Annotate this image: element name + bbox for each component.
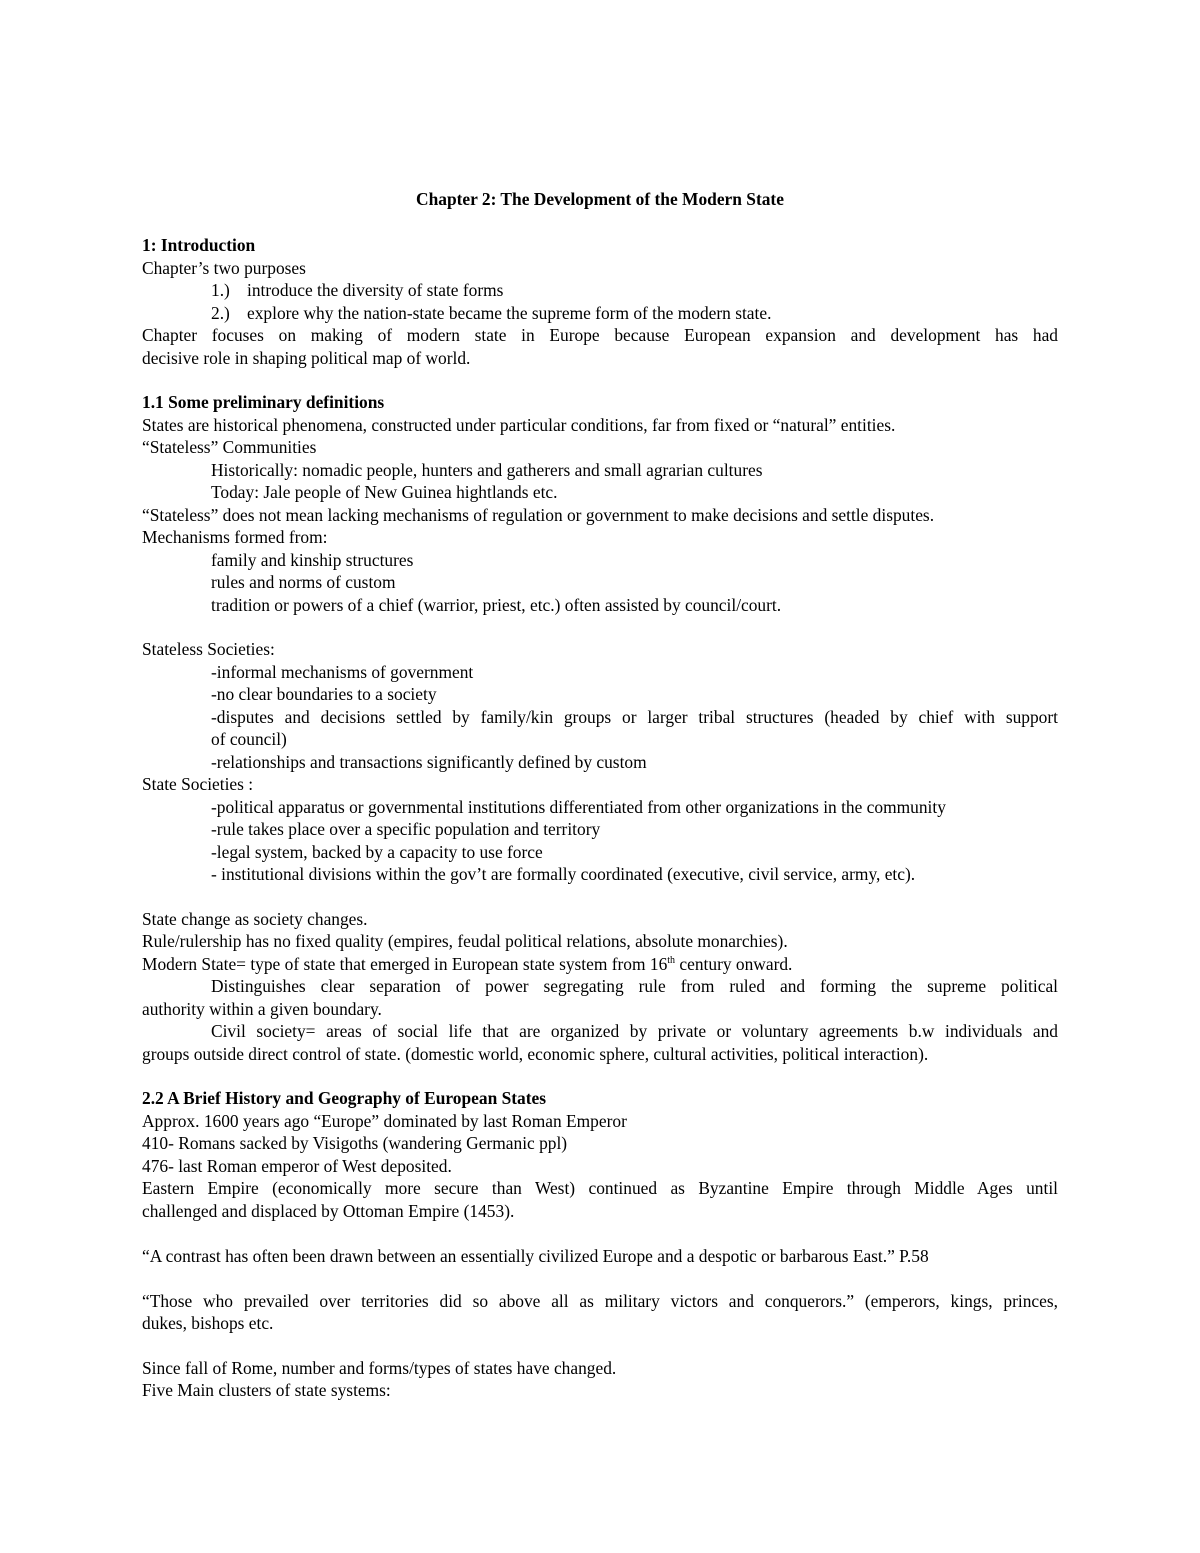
- state-societies-label: State Societies :: [142, 774, 254, 794]
- intro-heading: 1: Introduction: [142, 235, 256, 255]
- quote-line: dukes, bishops etc.: [142, 1313, 274, 1333]
- indented-line: -relationships and transactions significantly defined by custom: [211, 752, 647, 772]
- paragraph-line: groups outside direct control of state. (domestic world, economic sphere, cultural activities, political interaction).: [142, 1044, 929, 1064]
- page-title: Chapter 2: The Development of the Modern State: [416, 189, 784, 209]
- mechanisms-label: Mechanisms formed from:: [142, 527, 328, 547]
- paragraph-line: Eastern Empire (economically more secure than West) continued as Byzantine Empire through Middle Ages until: [142, 1178, 1058, 1198]
- indented-line: Historically: nomadic people, hunters and gatherers and small agrarian cultures: [211, 460, 763, 480]
- purpose-number: 1.): [211, 280, 230, 300]
- paragraph-line: Civil society= areas of social life that are organized by private or voluntary agreements b.w individuals and: [211, 1021, 1058, 1041]
- purpose-item: [211, 302, 771, 324]
- text-line: 410- Romans sacked by Visigoths (wandering Germanic ppl): [142, 1133, 568, 1153]
- paragraph-line: challenged and displaced by Ottoman Empire (1453).: [142, 1201, 515, 1221]
- purpose-number: 2.): [211, 303, 230, 323]
- indented-line: -legal system, backed by a capacity to use force: [211, 842, 543, 862]
- indented-line: -rule takes place over a specific population and territory: [211, 819, 601, 839]
- text-line: States are historical phenomena, constructed under particular conditions, far from fixed or “natural” entities.: [142, 415, 896, 435]
- purpose-text: introduce the diversity of state forms: [247, 280, 504, 300]
- modern-state-text-end: century onward.: [675, 954, 793, 974]
- definitions-heading: 1.1 Some preliminary definitions: [142, 392, 385, 412]
- focus-paragraph-line: decisive role in shaping political map of world.: [142, 348, 471, 368]
- history-heading: 2.2 A Brief History and Geography of European States: [142, 1088, 547, 1108]
- text-line: Rule/rulership has no fixed quality (empires, feudal political relations, absolute monarchies).: [142, 931, 788, 951]
- purpose-text: explore why the nation-state became the supreme form of the modern state.: [247, 303, 772, 323]
- paragraph-line: authority within a given boundary.: [142, 999, 382, 1019]
- text-line: Five Main clusters of state systems:: [142, 1380, 391, 1400]
- quote-line: “Those who prevailed over territories did so above all as military victors and conquerors.” (emperors, kings, princes,: [142, 1291, 1058, 1311]
- indented-line: - institutional divisions within the gov’t are formally coordinated (executive, civil service, army, etc).: [211, 864, 916, 884]
- indented-line: Today: Jale people of New Guinea hightlands etc.: [211, 482, 558, 502]
- indented-line: of council): [211, 729, 287, 749]
- text-line: 476- last Roman emperor of West deposited.: [142, 1156, 452, 1176]
- modern-state-text: Modern State= type of state that emerged in European state system from 16: [142, 954, 668, 974]
- quote-line: “A contrast has often been drawn between an essentially civilized Europe and a despotic or barbarous East.” P.58: [142, 1246, 929, 1266]
- focus-paragraph-line: Chapter focuses on making of modern state in Europe because European expansion and development has had: [142, 325, 1058, 345]
- indented-line: -disputes and decisions settled by family/kin groups or larger tribal structures (headed by chief with support: [211, 707, 1058, 727]
- indented-line: rules and norms of custom: [211, 572, 396, 592]
- indented-line: -political apparatus or governmental institutions differentiated from other organizations in the community: [211, 797, 946, 817]
- purposes-label: Chapter’s two purposes: [142, 258, 306, 278]
- indented-line: tradition or powers of a chief (warrior, priest, etc.) often assisted by council/court.: [211, 595, 782, 615]
- text-line: Approx. 1600 years ago “Europe” dominated by last Roman Emperor: [142, 1111, 627, 1131]
- text-line: “Stateless” does not mean lacking mechanisms of regulation or government to make decisions and settle disputes.: [142, 505, 935, 525]
- ordinal-superscript: th: [667, 955, 676, 967]
- paragraph-line: Distinguishes clear separation of power segregating rule from ruled and forming the supreme political: [211, 976, 1058, 996]
- modern-state-line: [142, 953, 792, 975]
- text-line: State change as society changes.: [142, 909, 368, 929]
- text-line: “Stateless” Communities: [142, 437, 317, 457]
- stateless-societies-label: Stateless Societies:: [142, 639, 275, 659]
- text-line: Since fall of Rome, number and forms/types of states have changed.: [142, 1358, 617, 1378]
- indented-line: -informal mechanisms of government: [211, 662, 474, 682]
- purpose-item: [211, 279, 503, 301]
- indented-line: -no clear boundaries to a society: [211, 684, 437, 704]
- indented-line: family and kinship structures: [211, 550, 414, 570]
